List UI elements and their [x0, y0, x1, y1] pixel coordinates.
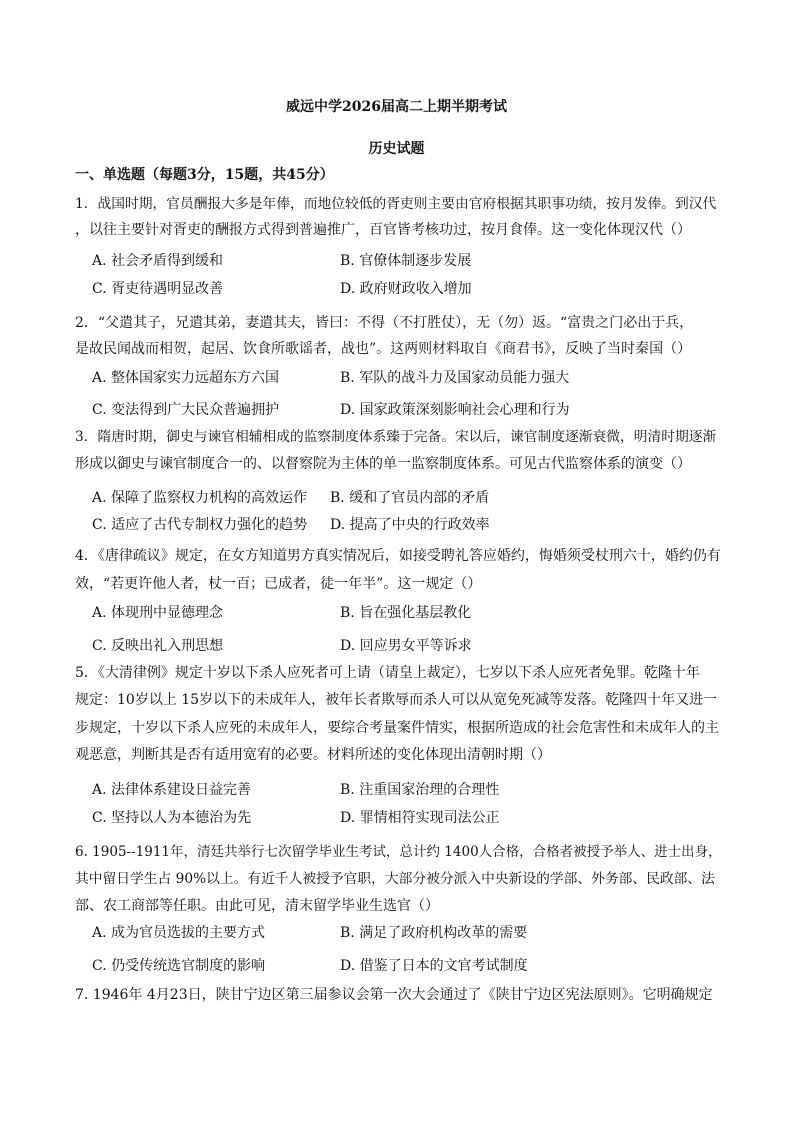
- question-7-line-1: 7. 1946年 4月23日，陕甘宁边区第三届参议会第一次大会通过了《陕甘宁边区宪法原则》。它明确规定: [75, 987, 713, 1003]
- question-3-option-d: D. 提高了中央的行政效率: [330, 517, 490, 533]
- question-5-option-d: D. 罪情相符实现司法公正: [340, 810, 500, 826]
- question-6-option-c: C. 仍受传统选官制度的影响: [92, 958, 266, 974]
- question-2-line-1: 2．“父遣其子，兄遣其弟，妻遣其夫，皆曰：不得（不打胜仗），无（勿）返。“富贵之门必出于兵，: [75, 315, 694, 331]
- question-6-line-2: 其中留日学生占 90%以上。有近千人被授予官职，大部分被分派入中央新设的学部、外务部、民政部、法: [75, 871, 715, 887]
- question-2-option-c: C. 变法得到广大民众普遍拥护: [92, 402, 280, 418]
- question-6-option-a: A. 成为官员选拔的主要方式: [92, 925, 266, 941]
- question-4-line-2: 效，“若更许他人者，杖一百；已成者，徒一年半”。这一规定（）: [75, 576, 482, 592]
- question-6-option-d: D. 借鉴了日本的文官考试制度: [340, 958, 528, 974]
- question-1-option-b: B. 官僚体制逐步发展: [340, 253, 472, 269]
- question-5-line-2: 规定：10岁以上 15岁以下的未成年人，被年长者欺辱而杀人可以从宽免死减等发落。乾隆四十年又进一: [75, 692, 718, 708]
- question-4-option-b: B. 旨在强化基层教化: [340, 605, 472, 621]
- question-3-option-a: A. 保障了监察权力机构的高效运作: [92, 490, 308, 506]
- question-1-option-c: C. 胥吏待遇明显改善: [92, 281, 224, 297]
- question-6-line-3: 部、农工商部等任职。由此可见，清末留学毕业生选官（）: [75, 898, 439, 914]
- question-5-option-b: B. 注重国家治理的合理性: [340, 782, 500, 798]
- question-3-line-1: 3．隋唐时期，御史与谏官相辅相成的监察制度体系臻于完备。宋以后，谏官制度逐渐衰微，明清时期逐渐: [75, 429, 717, 445]
- question-1-option-a: A. 社会矛盾得到缓和: [92, 253, 224, 269]
- question-5-line-1: 5．《大清律例》规定十岁以下杀人应死者可上请（请皇上裁定），七岁以下杀人应死者免罪。乾隆十年: [75, 665, 700, 681]
- question-6-option-b: B. 满足了政府机构改革的需要: [340, 925, 528, 941]
- question-5-line-4: 观恶意，判断其是否有适用宽宥的必要。材料所述的变化体现出清朝时期（）: [75, 747, 551, 763]
- question-4-option-c: C. 反映出礼入刑思想: [92, 638, 224, 654]
- question-3-option-c: C. 适应了古代专制权力强化的趋势: [92, 517, 308, 533]
- question-6-line-1: 6. 1905--1911年，清廷共举行七次留学毕业生考试，总计约 1400人合格，合格者被授予举人、进士出身，: [75, 844, 722, 860]
- question-2-option-b: B. 军队的战斗力及国家动员能力强大: [340, 370, 570, 386]
- question-5-option-c: C. 坚持以人为本德治为先: [92, 810, 252, 826]
- question-1-option-d: D. 政府财政收入增加: [340, 281, 472, 297]
- question-3-line-2: 形成以御史与谏官制度合一的、以督察院为主体的单一监察制度体系。可见古代监察体系的演变（）: [75, 456, 691, 472]
- section-heading: 一、单选题（每题3分，15题，共45分）: [75, 167, 334, 183]
- question-1-line-1: 1．战国时期，官员酬报大多是年俸，而地位较低的胥吏则主要由官府根据其职事功绩，按月发俸。到汉代: [75, 196, 717, 212]
- question-5-option-a: A. 法律体系建设日益完善: [92, 782, 252, 798]
- question-4-option-d: D. 回应男女平等诉求: [340, 638, 472, 654]
- question-4-line-1: 4．《唐律疏议》规定，在女方知道男方真实情况后，如接受聘礼答应婚约，悔婚须受杖刑六十，婚约仍有: [75, 548, 721, 564]
- exam-title: 威远中学2026届高二上期半期考试: [286, 99, 507, 115]
- question-2-line-2: 是故民闻战而相贺，起居、饮食所歌谣者，战也”。这两则材料取自《商君书》，反映了当时秦国（）: [75, 341, 692, 357]
- question-2-option-d: D. 国家政策深刻影响社会心理和行为: [340, 402, 570, 418]
- question-2-option-a: A. 整体国家实力远超东方六国: [92, 370, 280, 386]
- question-3-option-b: B. 缓和了官员内部的矛盾: [330, 490, 490, 506]
- question-5-line-3: 步规定，十岁以下杀人应死的未成年人，要综合考量案件情实，根据所造成的社会危害性和未成年人的主: [75, 720, 719, 736]
- question-1-line-2: ，以往主要针对胥吏的酬报方式得到普遍推广，百官皆考核功过，按月食俸。这一变化体现汉代（）: [75, 222, 691, 238]
- exam-subtitle: 历史试题: [368, 141, 425, 157]
- question-4-option-a: A. 体现刑中显德理念: [92, 605, 224, 621]
